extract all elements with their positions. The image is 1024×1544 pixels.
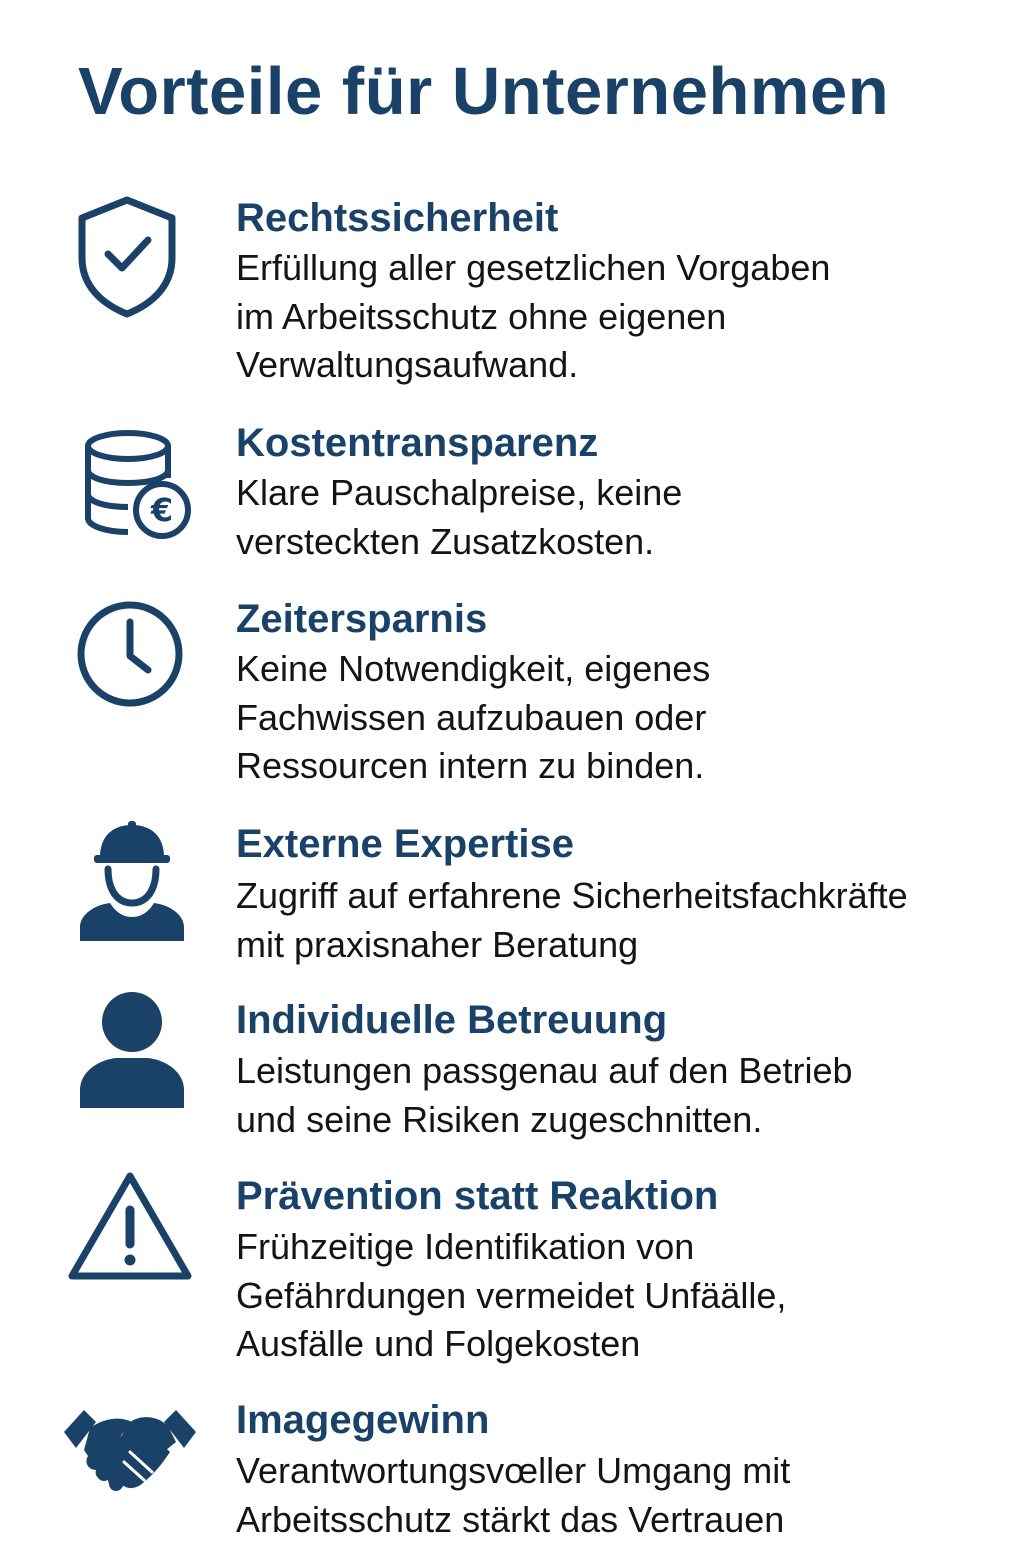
benefit-heading: Kostentransparenz: [236, 421, 599, 465]
benefit-heading: Externe Expertise: [236, 822, 574, 866]
page-title: Vorteile für Unternehmen: [78, 54, 890, 129]
benefit-heading: Imagegewinn: [236, 1398, 490, 1442]
hard-hat-worker-icon: [60, 815, 200, 955]
benefit-description: Leistungen passgenau auf den Betrieb und seine Risiken zugeschnitten.: [236, 1050, 853, 1140]
benefit-heading: Individuelle Betreuung: [236, 998, 668, 1042]
warning-triangle-icon: [60, 1160, 200, 1300]
benefit-description: Verantwortungsvœller Umgang mit Arbeitsschutz stärkt das Vertrauen: [236, 1450, 791, 1540]
benefit-description: Klare Pauschalpreise, keine versteckten Zusatzkosten.: [236, 472, 683, 562]
benefit-description: Keine Notwendigkeit, eigenes Fachwissen aufzubauen oder Ressourcen intern zu binden.: [236, 648, 711, 786]
benefit-heading: Rechtssicherheit: [236, 196, 559, 240]
svg-text:€: €: [150, 491, 174, 529]
benefit-heading: Zeitersparnis: [236, 597, 488, 641]
coins-euro-icon: [60, 420, 200, 560]
benefit-description: Zugriff auf erfahrene Sicherheitsfachkräfte mit praxisnaher Beratung: [236, 875, 908, 965]
benefit-description: Erfüllung aller gesetzlichen Vorgaben im Arbeitsschutz ohne eigenen Verwaltungsaufwand.: [236, 247, 831, 385]
person-icon: [60, 982, 200, 1122]
benefit-description: Frühzeitige Identifikation von Gefährdungen vermeidet Unfäälle, Ausfälle und Folgekosten: [236, 1226, 787, 1364]
handshake-icon: [60, 1392, 200, 1532]
clock-icon: [60, 584, 200, 724]
shield-check-icon: [60, 188, 200, 328]
benefit-heading: Prävention statt Reaktion: [236, 1174, 719, 1218]
